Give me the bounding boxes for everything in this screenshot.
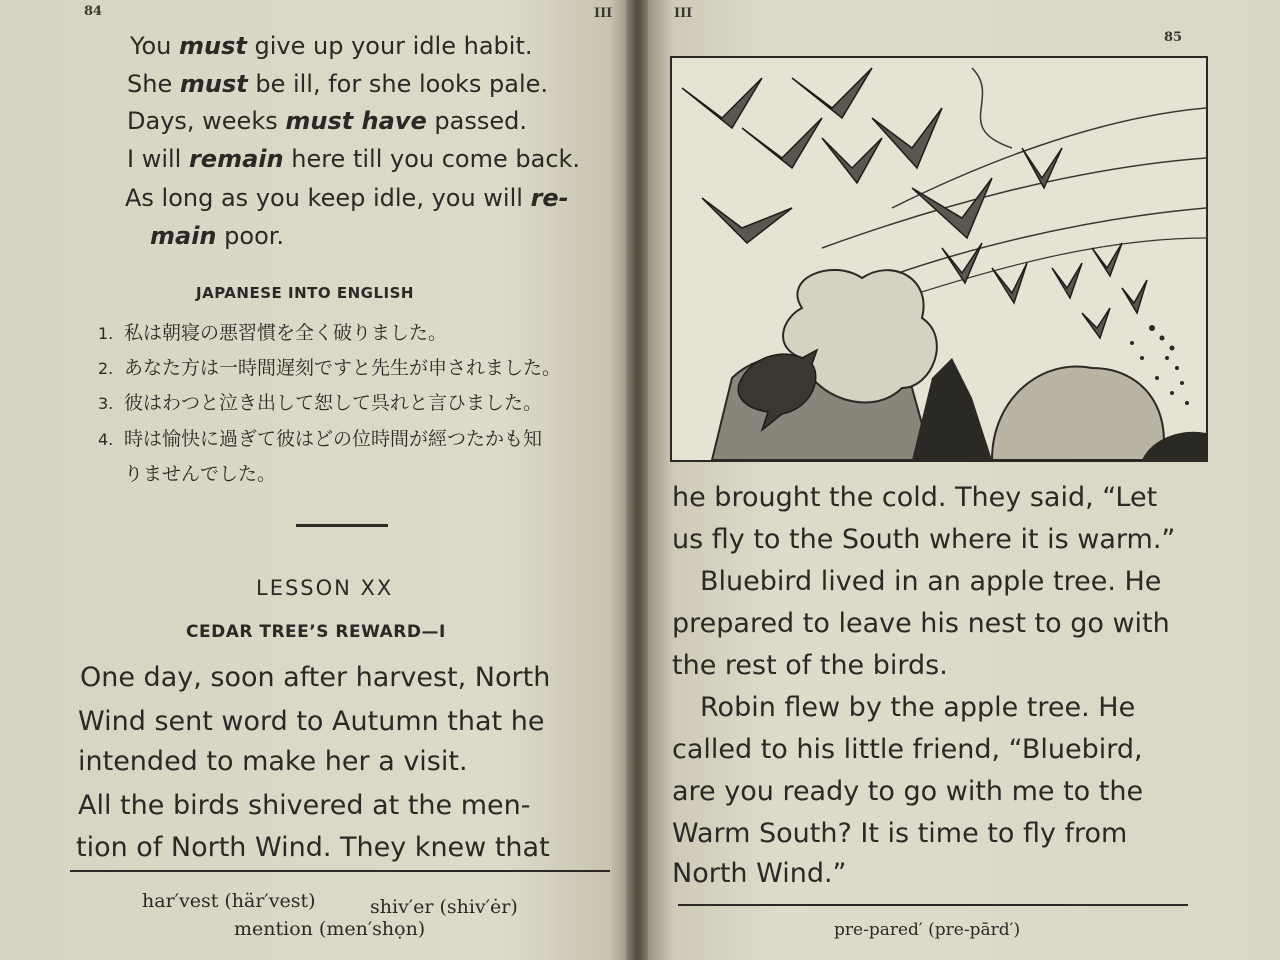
story-line: he brought the cold. They said, “Let [672,482,1158,513]
page-number-right: 85 [1164,30,1183,45]
right-page [648,0,1280,960]
running-head-left: III [594,6,613,21]
japanese-item-3: 3. 彼はわつと泣き出して恕して呉れと言ひました。 [98,392,543,414]
glossary-entry: pre-pared′ (pre-pārd′) [834,920,1021,940]
example-line-2: She must be ill, for she looks pale. [127,70,549,98]
story-line: are you ready to go with me to the [672,776,1144,807]
story-line: intended to make her a visit. [78,746,468,777]
example-line-3: Days, weeks must have passed. [127,107,527,135]
story-line: the rest of the birds. [672,650,948,681]
example-line-1: You must give up your idle habit. [130,32,533,60]
story-line: One day, soon after harvest, North [80,662,551,693]
story-line: Warm South? It is time to fly from [672,818,1128,849]
running-head-right: III [674,6,693,21]
lesson-title: CEDAR TREE’S REWARD—I [186,622,446,642]
japanese-item-1: 1. 私は朝寝の悪習慣を全く破りました。 [98,322,448,344]
section-divider [296,524,388,527]
section-heading: JAPANESE INTO ENGLISH [196,284,414,302]
story-line: Bluebird lived in an apple tree. He [700,566,1162,597]
footnote-rule [678,904,1188,906]
glossary-entry: har′vest (här′vest) [142,890,316,912]
story-line: Wind sent word to Autumn that he [78,706,545,737]
example-line-5: As long as you keep idle, you will re- [125,184,569,212]
glossary-entry: mention (men′shọn) [234,918,426,940]
example-line-6: main poor. [150,222,285,250]
book-gutter [626,0,650,960]
story-line: All the birds shivered at the men- [78,790,531,821]
left-page [0,0,628,960]
story-line: tion of North Wind. They knew that [76,832,550,863]
glossary-entry: shiv′er (shiv′ėr) [370,896,518,918]
japanese-item-2: 2. あなた方は一時間遅刻ですと先生が申されました。 [98,357,562,379]
birds-flying-drawing [672,58,1206,460]
footnote-rule [70,870,610,872]
example-line-4: I will remain here till you come back. [127,145,581,173]
story-line: prepared to leave his nest to go with [672,608,1170,639]
story-line: Robin flew by the apple tree. He [700,692,1136,723]
birds-illustration [670,56,1208,462]
story-line: North Wind.” [672,858,847,889]
story-line: us fly to the South where it is warm.” [672,524,1176,555]
japanese-item-4-cont: りませんでした。 [124,463,277,485]
page-number-left: 84 [84,4,103,19]
story-line: called to his little friend, “Bluebird, [672,734,1143,765]
japanese-item-4: 4. 時は愉快に過ぎて彼はどの位時間が經つたかも知 [98,428,543,450]
lesson-number: LESSON XX [256,576,394,600]
